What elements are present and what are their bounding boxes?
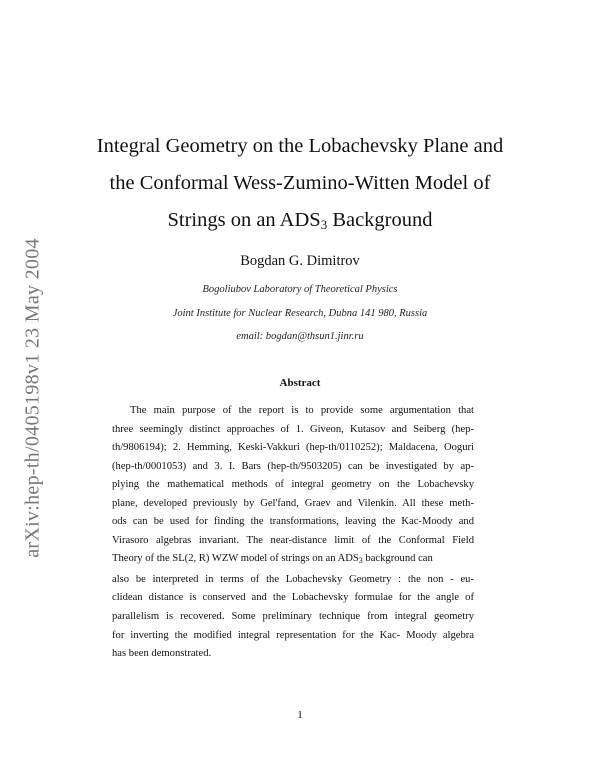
abstract-line-2: three seemingly distinct approaches of 1. Giveon, Kutasov and Seiberg (hep- (112, 423, 474, 435)
abstract-line-4: (hep-th/0001053) and 3. I. Bars (hep-th/9503205) can be investigated by ap- (112, 460, 474, 472)
abstract-line-13: for inverting the modified integral representation for the Kac- Moody algebra (112, 629, 474, 641)
abstract-line-1: The main purpose of the report is to provide some argumentation that (130, 405, 474, 416)
page-number: 1 (297, 709, 303, 721)
affiliation-lab: Bogoliubov Laboratory of Theoretical Physics (202, 284, 398, 295)
title-subscript: 3 (320, 217, 328, 232)
abstract-line-9 (112, 550, 474, 571)
title-line-3-end: Background (327, 209, 433, 231)
title-line-2: the Conformal Wess-Zumino-Witten Model of (109, 172, 491, 194)
abstract-subscript: 3 (358, 556, 363, 566)
abstract-line-9-text: Theory of the SL(2, R) WZW model of strings on an ADS (112, 553, 359, 565)
abstract-body (112, 402, 474, 664)
title-line-1: Integral Geometry on the Lobachevsky Plane and (96, 135, 504, 157)
arxiv-identifier-stamp: arXiv:hep-th/0405198v1 23 May 2004 (21, 238, 44, 558)
abstract-line-3: th/9806194); 2. Hemming, Keski-Vakkuri (hep-th/0110252); Maldacena, Ooguri (112, 442, 474, 454)
abstract-line-12: parallelism is recovered. Some preliminary technique from integral geometry (112, 611, 474, 623)
abstract-line-11: clidean distance is conserved and the Lobachevsky formulae for the angle of (112, 592, 474, 604)
author-name: Bogdan G. Dimitrov (240, 253, 360, 269)
abstract-line-6: plane, developed previously by Gel'fand, Graev and Vilenkin. All these meth- (112, 497, 474, 509)
abstract-heading: Abstract (279, 377, 321, 389)
affiliation-institute: Joint Institute for Nuclear Research, Dubna 141 980, Russia (172, 308, 428, 319)
abstract-line-14: has been demonstrated. (112, 648, 212, 660)
author-email: email: bogdan@thsun1.jinr.ru (236, 331, 364, 342)
paper-title (70, 128, 530, 243)
abstract-line-7: ods can be used for finding the transformations, leaving the Kac-Moody and (112, 516, 474, 528)
abstract-line-10: also be interpreted in terms of the Lobachevsky Geometry : the non - eu- (112, 573, 474, 585)
abstract-line-5: plying the mathematical methods of integral geometry on the Lobachevsky (112, 479, 474, 491)
abstract-line-8: Virasoro algebras invariant. The near-distance limit of the Conformal Field (112, 534, 474, 546)
abstract-line-9-end: background can (362, 553, 433, 565)
title-line-3 (70, 202, 530, 243)
title-line-3-text: Strings on an ADS (167, 209, 321, 231)
